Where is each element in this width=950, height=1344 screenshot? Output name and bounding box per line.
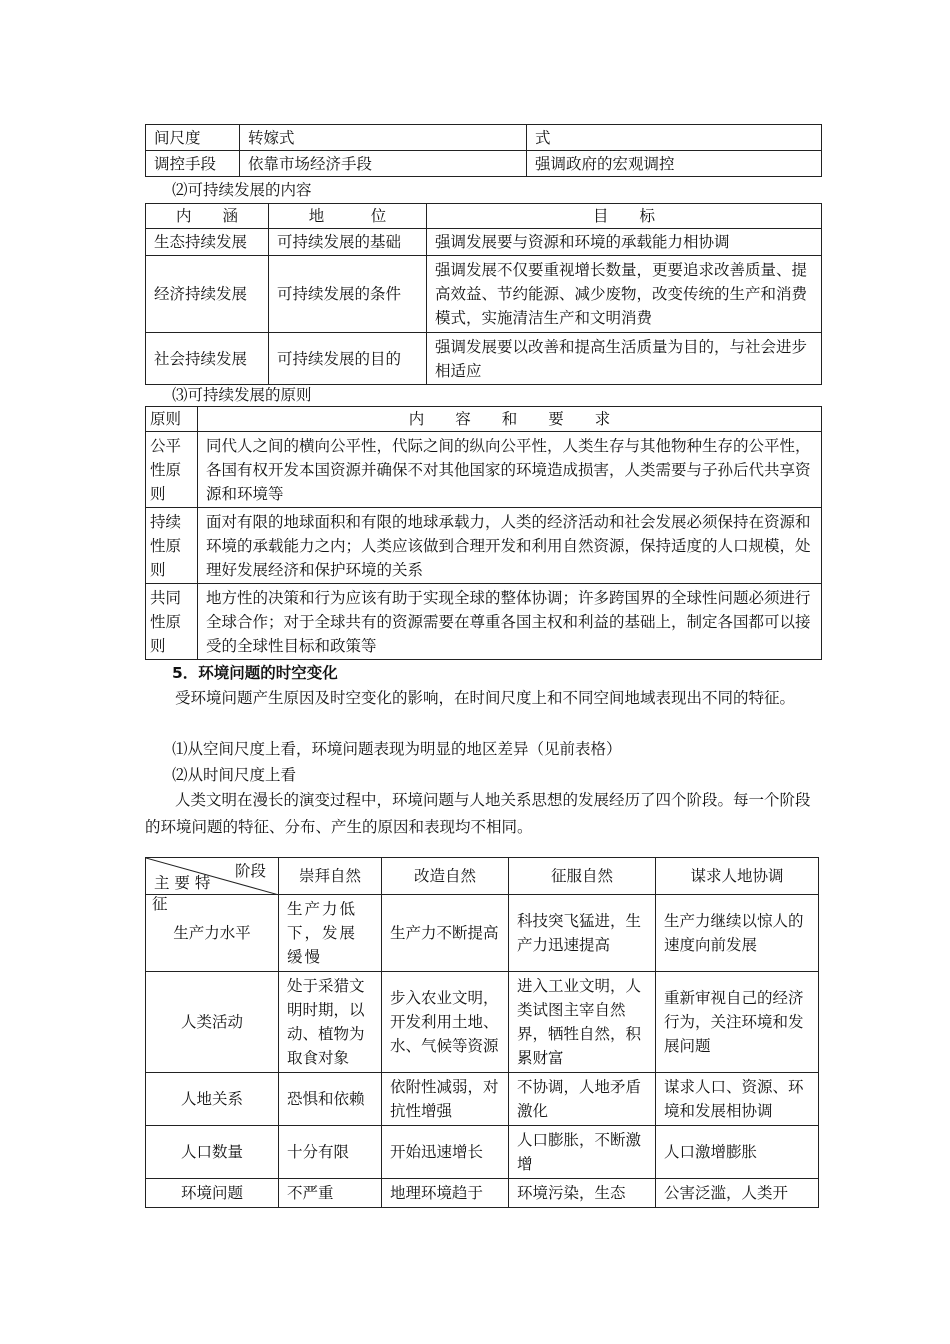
table-cell: 强调发展不仅要重视增长数量，更要追求改善质量、提高效益、节约能源、减少废物，改变传统的生产和消费模式，实施清洁生产和文明消费 [427,256,822,333]
table-cell: 人口激增膨胀 [656,1126,819,1179]
table-cell: 十分有限 [279,1126,382,1179]
table-row [146,1126,819,1179]
column-header: 原则 [146,407,198,432]
table-cell: 生产力低下，发展缓慢 [279,895,382,972]
column-header: 地 位 [269,204,427,229]
table-cell: 地理环境趋于 [382,1179,509,1208]
table-cell: 谋求人口、资源、环境和发展相协调 [656,1073,819,1126]
row-header-label: 生产力水平 [173,924,251,942]
paragraph: 受环境问题产生原因及时空变化的影响，在时间尺度上和不同空间地域表现出不同的特征。 [175,689,796,707]
table-cell: 式 [527,125,822,151]
column-header: 崇拜自然 [279,858,382,895]
paragraph: 人类文明在漫长的演变过程中，环境问题与人地关系思想的发展经历了四个阶段。每一个阶段的环境问题的特征、分布、产生的原因和表现均不相同。 [145,791,811,836]
table-row [146,895,819,972]
table-cell: 环境污染，生态 [509,1179,656,1208]
table-cell: 进入工业文明，人类试图主宰自然界，牺牲自然，积累财富 [509,972,656,1073]
table-cell: 转嫁式 [240,125,527,151]
table-cell: 步入农业文明，开发利用土地、水、气候等资源 [382,972,509,1073]
table-row [146,1179,819,1208]
table-cell: 依靠市场经济手段 [240,151,527,177]
table-row [146,432,822,508]
corner-label-stage: 阶段 [234,862,266,880]
table-cell: 持续性原则 [146,508,198,584]
table-cell: 生态持续发展 [146,229,269,256]
section-heading-content: ⑵可持续发展的内容 [172,181,312,199]
table-cell: 依附性减弱，对抗性增强 [382,1073,509,1126]
table-header-row [146,858,819,895]
table-cell: 地方性的决策和行为应该有助于实现全球的整体协调；许多跨国界的全球性问题必须进行全球合作；对于全球共有的资源需要在尊重各国主权和利益的基础上，制定各国都可以接受的全球性目标和政策等 [198,584,822,660]
column-header: 征服自然 [509,858,656,895]
section-title: 5．环境问题的时空变化 [172,664,338,682]
row-header [146,895,279,972]
table-header-row [146,204,822,229]
table-environment-stages [145,857,819,1208]
column-header: 谋求人地协调 [656,858,819,895]
corner-header-cell [146,858,279,895]
table-cell: 经济持续发展 [146,256,269,333]
table-header-row [146,407,822,432]
table-cell: 共同性原则 [146,584,198,660]
row-header: 人地关系 [146,1073,279,1126]
table-cell: 调控手段 [146,151,240,177]
table-row [146,125,822,151]
table-cell: 处于采猎文明时期，以动、植物为取食对象 [279,972,382,1073]
table-cell: 生产力不断提高 [382,895,509,972]
table-cell: 公平性原则 [146,432,198,508]
table-cell: 人口膨胀，不断激增 [509,1126,656,1179]
list-item: ⑴从空间尺度上看，环境问题表现为明显的地区差异（见前表格） [172,740,622,758]
row-header: 人类活动 [146,972,279,1073]
corner-label-feature: 主 要 特 [154,874,211,892]
column-header: 内 涵 [146,204,269,229]
table-cell: 生产力继续以惊人的速度向前发展 [656,895,819,972]
table-row [146,256,822,333]
corner-label-overflow: 征 [152,895,168,913]
table-cell: 社会持续发展 [146,333,269,385]
table-cell: 科技突飞猛进，生产力迅速提高 [509,895,656,972]
table-row [146,229,822,256]
row-header: 环境问题 [146,1179,279,1208]
table-cell: 间尺度 [146,125,240,151]
list-item: ⑵从时间尺度上看 [172,766,297,784]
table-cell: 不协调，人地矛盾激化 [509,1073,656,1126]
table-cell: 恐惧和依赖 [279,1073,382,1126]
table-cell: 公害泛滥，人类开 [656,1179,819,1208]
table-cell: 重新审视自己的经济行为，关注环境和发展问题 [656,972,819,1073]
table-comparison-continued [145,124,822,177]
table-row [146,972,819,1073]
column-header: 目 标 [427,204,822,229]
table-cell: 开始迅速增长 [382,1126,509,1179]
table-cell: 面对有限的地球面积和有限的地球承载力，人类的经济活动和社会发展必须保持在资源和环境的承载能力之内；人类应该做到合理开发和利用自然资源，保持适度的人口规模，处理好发展经济和保护环境的关系 [198,508,822,584]
table-row [146,151,822,177]
column-header: 内 容 和 要 求 [198,407,822,432]
table-row [146,584,822,660]
column-header: 改造自然 [382,858,509,895]
table-cell: 可持续发展的基础 [269,229,427,256]
table-sustainable-principles [145,406,822,660]
row-header: 人口数量 [146,1126,279,1179]
table-cell: 可持续发展的目的 [269,333,427,385]
table-cell: 强调政府的宏观调控 [527,151,822,177]
table-cell: 不严重 [279,1179,382,1208]
table-cell: 同代人之间的横向公平性，代际之间的纵向公平性，人类生存与其他物种生存的公平性，各国有权开发本国资源并确保不对其他国家的环境造成损害，人类需要与子孙后代共享资源和环境等 [198,432,822,508]
table-cell: 强调发展要以改善和提高生活质量为目的，与社会进步相适应 [427,333,822,385]
table-sustainable-content [145,203,822,385]
section-heading-principles: ⑶可持续发展的原则 [172,386,312,404]
table-row [146,333,822,385]
table-cell: 强调发展要与资源和环境的承载能力相协调 [427,229,822,256]
table-cell: 可持续发展的条件 [269,256,427,333]
table-row [146,1073,819,1126]
table-row [146,508,822,584]
